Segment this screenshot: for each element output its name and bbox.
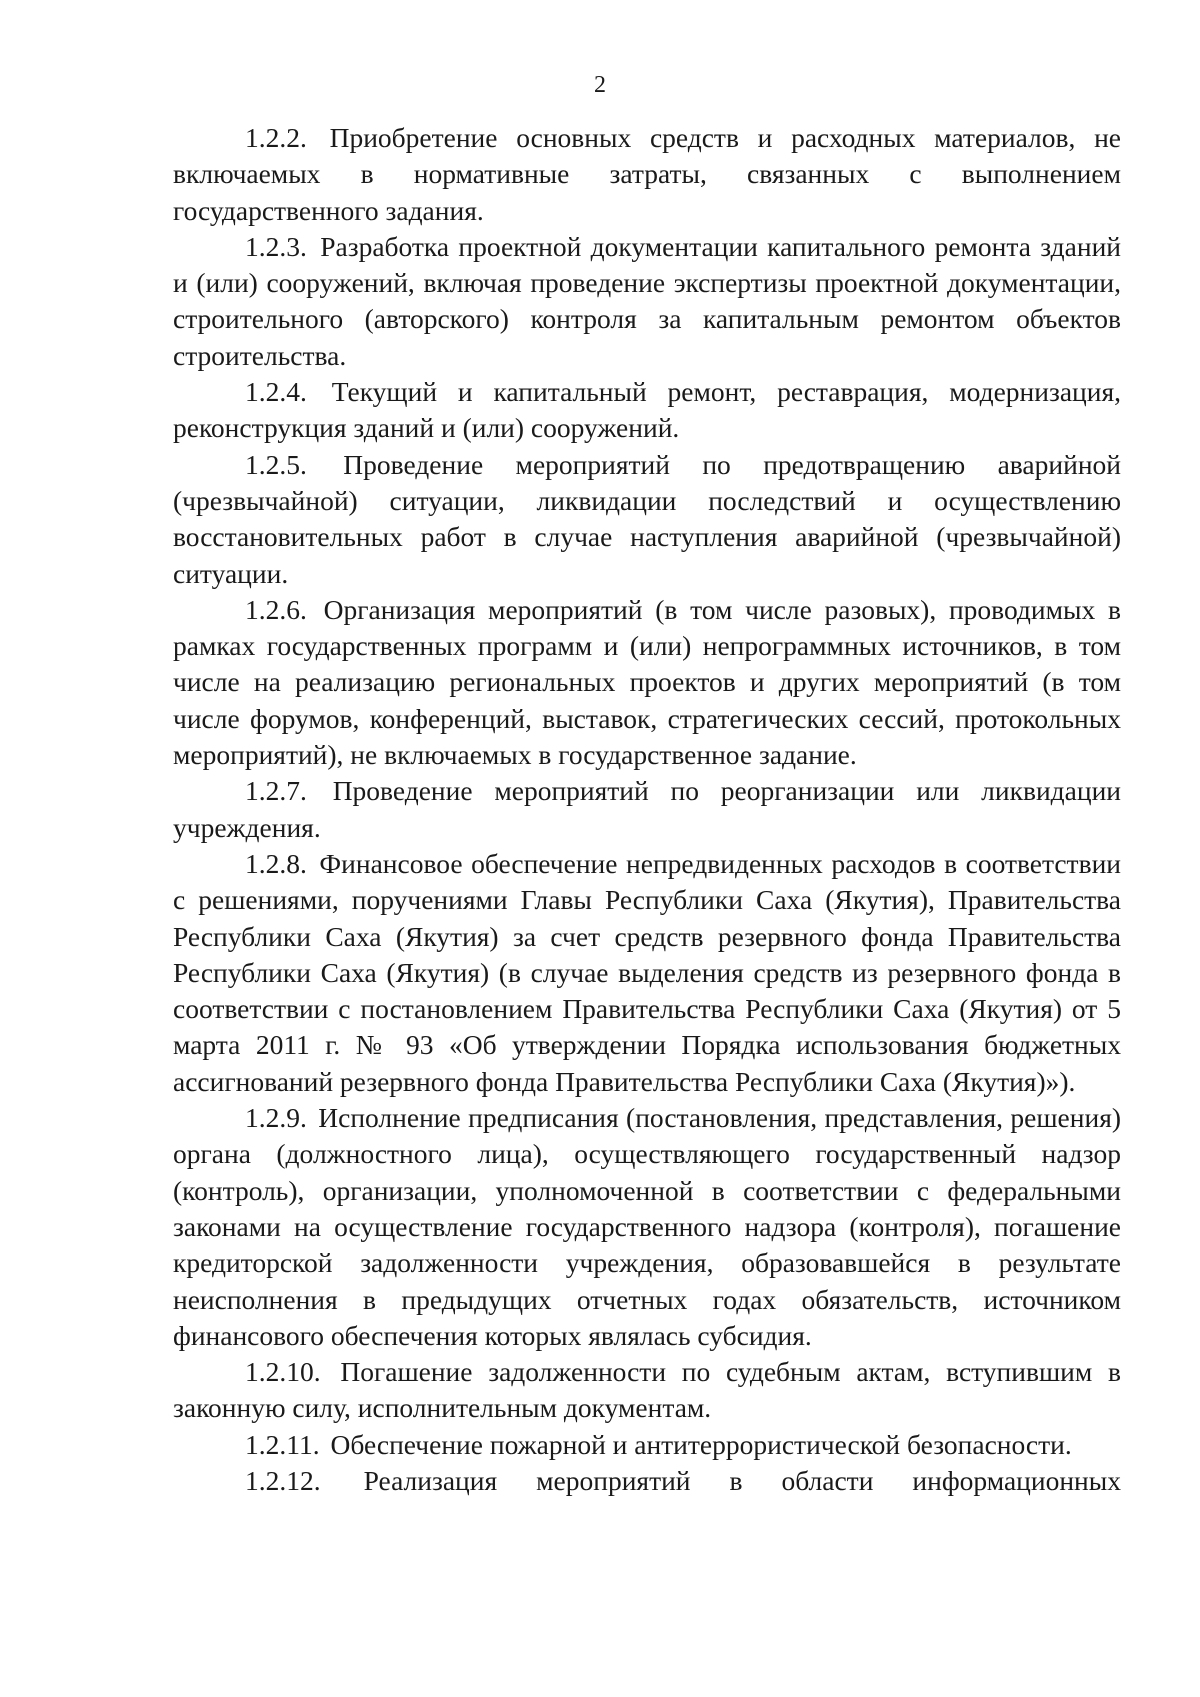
page-number: 2 [594, 72, 606, 98]
paragraph-number: 1.2.8. [245, 847, 307, 879]
paragraph-text: Финансовое обеспечение непредвиденных расходов в соответствии с решениями, поручениями Главы Республики Саха (Якутия), Правительства Республики Саха (Якутия) за счет средств резервного фонда Правительства Республики Саха (Якутия) (в случае выделения средств из резервного фонда в соответствии с постановлением Правительства Республики Саха (Якутия) от 5 марта 2011 г. № 93 «Об утверждении Порядка использования бюджетных ассигнований резервного фонда Правительства Республики Саха (Якутия)»). [173, 847, 1121, 1097]
paragraph-number: 1.2.6. [245, 593, 307, 625]
paragraph-number: 1.2.11. [245, 1428, 320, 1460]
paragraph-1-2-2 [173, 120, 1121, 229]
paragraph-number: 1.2.2. [245, 122, 307, 153]
paragraph-1-2-3 [173, 229, 1121, 374]
paragraph-number: 1.2.9. [245, 1102, 307, 1134]
paragraph-text: Обеспечение пожарной и антитеррористической безопасности. [330, 1428, 1072, 1460]
paragraph-text: Разработка проектной документации капитального ремонта зданий и (или) сооружений, включая проведение экспертизы проектной документации, строительного (авторского) контроля за капитальным ремонтом объектов строительства. [173, 230, 1121, 371]
document-body [173, 120, 1121, 1499]
paragraph-text: Проведение мероприятий по предотвращению аварийной (чрезвычайной) ситуации, ликвидации последствий и осуществлению восстановительных работ в случае наступления аварийной (чрезвычайной) ситуации. [173, 448, 1121, 589]
paragraph-1-2-7 [173, 773, 1121, 846]
paragraph-1-2-10 [173, 1354, 1121, 1427]
paragraph-text: Проведение мероприятий по реорганизации или ликвидации учреждения. [173, 775, 1122, 843]
paragraph-number: 1.2.12. [245, 1464, 321, 1496]
paragraph-1-2-9 [173, 1100, 1121, 1354]
paragraph-number: 1.2.3. [245, 230, 307, 262]
paragraph-number: 1.2.7. [245, 775, 307, 807]
paragraph-text: Погашение задолженности по судебным актам, вступившим в законную силу, исполнительным документам. [173, 1356, 1121, 1424]
paragraph-1-2-8 [173, 846, 1121, 1100]
paragraph-number: 1.2.4. [245, 376, 307, 408]
paragraph-number: 1.2.10. [245, 1356, 321, 1388]
paragraph-1-2-5 [173, 447, 1121, 592]
paragraph-1-2-6 [173, 592, 1121, 773]
paragraph-number: 1.2.5. [245, 448, 307, 480]
paragraph-text: Приобретение основных средств и расходных материалов, не включаемых в нормативные затраты, связанных с выполнением государственного задания. [173, 122, 1122, 226]
paragraph-text: Организация мероприятий (в том числе разовых), проводимых в рамках государственных программ и (или) непрограммных источников, в том числе на реализацию региональных проектов и других мероприятий (в том числе форумов, конференций, выставок, стратегических сессий, протокольных мероприятий), не включаемых в государственное задание. [173, 593, 1121, 771]
paragraph-1-2-4 [173, 374, 1121, 447]
paragraph-text: Текущий и капитальный ремонт, реставрация, модернизация, реконструкция зданий и (или) сооружений. [173, 376, 1122, 444]
paragraph-text: Исполнение предписания (постановления, представления, решения) органа (должностного лица), осуществляющего государственный надзор (контроль), организации, уполномоченной в соответствии с федеральными законами на осуществление государственного надзора (контроля), погашение кредиторской задолженности учреждения, образовавшейся в результате неисполнения в предыдущих отчетных годах обязательств, источником финансового обеспечения которых являлась субсидия. [173, 1102, 1122, 1351]
paragraph-text: Реализация мероприятий в области информационных [363, 1464, 1122, 1496]
paragraph-1-2-11 [173, 1427, 1121, 1463]
paragraph-1-2-12 [173, 1463, 1121, 1499]
